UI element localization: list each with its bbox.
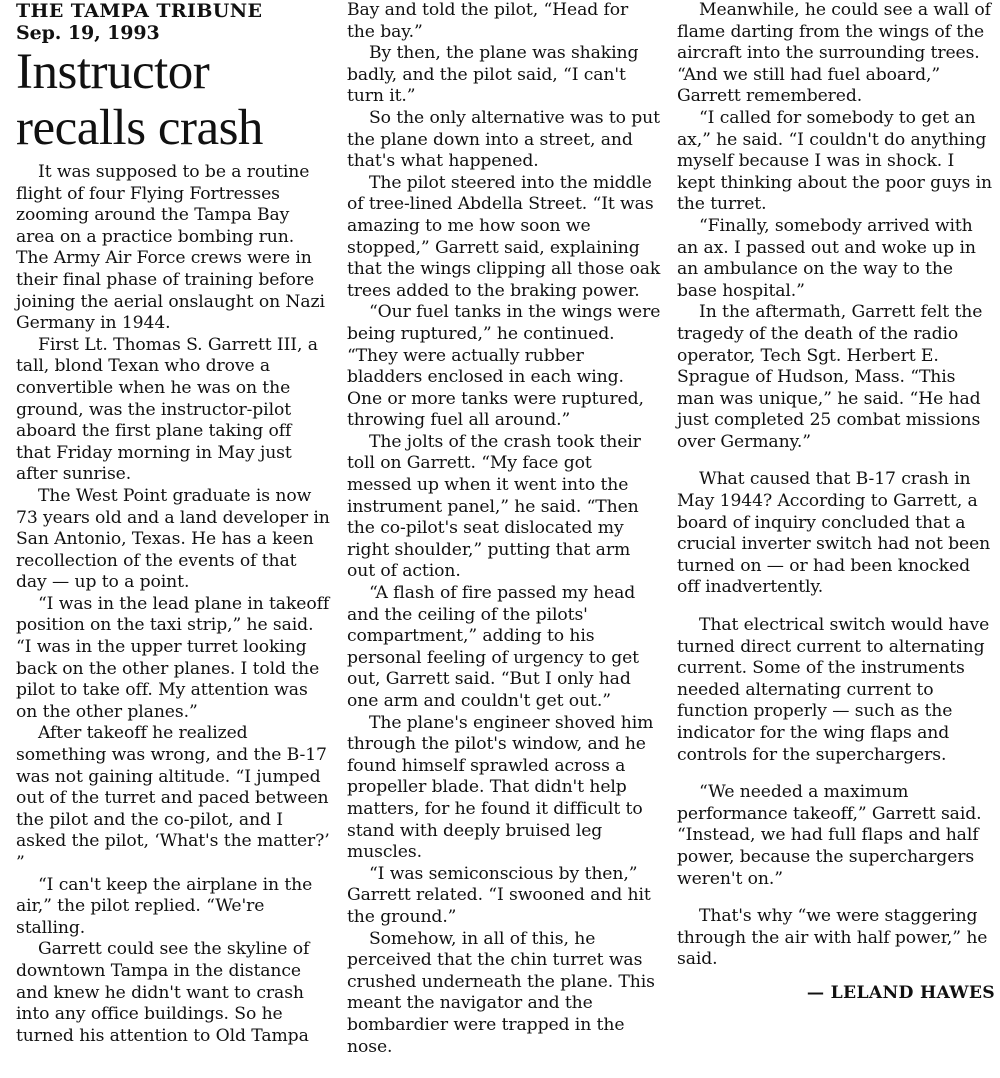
paragraph: That's why “we were staggering through the air with half power,” he said. (677, 906, 988, 970)
paragraph: By then, the plane was shaking badly, and the pilot said, “I can't turn it.” (347, 43, 639, 107)
paragraph: “Our fuel tanks in the wings were being ruptured,” he continued. “They were actually rubber bladders enclosed in each wing. One or more tanks were ruptured, throwing fuel all around.” (347, 302, 661, 431)
paragraph: So the only alternative was to put the plane down into a street, and that's what happened. (347, 107, 660, 172)
paragraph: After takeoff he realized something was wrong, and the B-17 was not gaining altitude. “I jumped out of the turret and paced between the pilot and the co-pilot, and I asked the pilot, ‘What's the matter?’ ” (16, 723, 330, 873)
paragraph: “I called for somebody to get an ax,” he said. “I couldn't do anything myself because I was in shock. I kept thinking about the poor guys in the turret. (677, 107, 993, 215)
paragraph: “I can't keep the airplane in the air,” the pilot replied. “We're stalling. (16, 874, 313, 938)
paragraph-continued: Bay and told the pilot, “Head for the bay.” (347, 0, 629, 42)
paragraph: “A flash of fire passed my head and the ceiling of the pilots' compartment,” adding to his personal feeling of urgency to get out, Garrett said. “But I only had one arm and couldn't get out.” (347, 583, 639, 711)
paragraph: First Lt. Thomas S. Garrett III, a tall, blond Texan who drove a convertible when he was on the ground, was the instructor-pilot aboard the first plane taking off that Friday morning in May just after sunrise. (16, 334, 318, 485)
paragraph: In the aftermath, Garrett felt the tragedy of the death of the radio operator, Tech Sgt. Herbert E. Sprague of Hudson, Mass. “This man was unique,” he said. “He had just completed 25 combat missions over Germany.” (677, 302, 983, 452)
byline: — LELAND HAWES (806, 982, 995, 1003)
paragraph: Meanwhile, he could see a wall of flame darting from the wings of the aircraft into the surrounding trees. “And we still had fuel aboard,” Garrett remembered. (677, 0, 991, 107)
paragraph: It was supposed to be a routine flight of four Flying Fortresses zooming around the Tampa Bay area on a practice bombing run. The Army Air Force crews were in their final phase of training before joining the aerial onslaught on Nazi Germany in 1944. (16, 162, 325, 334)
paragraph: “I was semiconscious by then,” Garrett related. “I swooned and hit the ground.” (347, 863, 651, 927)
paragraph: That electrical switch would have turned direct current to alternating current. Some of the instruments needed alternating current to function properly — such as the indicator for the wing flaps and controls for the superchargers. (677, 615, 990, 765)
paragraph: Garrett could see the skyline of downtown Tampa in the distance and knew he didn't want to crash into any office buildings. So he turned his attention to Old Tampa (16, 939, 310, 1046)
headline (16, 44, 330, 156)
column-1 (16, 0, 330, 1047)
headline-line-1: Instructor (16, 44, 210, 100)
headline-line-2: recalls crash (16, 100, 263, 156)
paragraph: Somehow, in all of this, he perceived that the chin turret was crushed underneath the plane. This meant the navigator and the bombardier were trapped in the nose. (347, 928, 655, 1057)
paragraph: What caused that B-17 crash in May 1944? According to Garrett, a board of inquiry concluded that a crucial inverter switch had not been turned on — or had been knocked off inadvertently. (677, 469, 991, 598)
publication-date: Sep. 19, 1993 (16, 22, 160, 44)
column-2 (347, 0, 661, 1058)
paragraph: The jolts of the crash took their toll on Garrett. “My face got messed up when it went into the instrument panel,” he said. “Then the co-pilot's seat dislocated my right shoulder,” putting that arm out of action. (347, 431, 641, 582)
paragraph: “Finally, somebody arrived with an ax. I passed out and woke up in an ambulance on the way to the base hospital.” (677, 215, 976, 301)
paragraph: The plane's engineer shoved him through the pilot's window, and he found himself sprawled across a propeller blade. That didn't help matters, for he found it difficult to stand with deeply bruised leg muscles. (347, 712, 654, 863)
masthead: THE TAMPA TRIBUNE (16, 0, 263, 22)
paragraph: The West Point graduate is now 73 years old and a land developer in San Antonio, Texas. He has a keen recollection of the events of that day — up to a point. (16, 485, 330, 593)
column-3 (677, 0, 995, 1005)
paragraph: “I was in the lead plane in takeoff position on the taxi strip,” he said. “I was in the upper turret looking back on the other planes. I told the pilot to take off. My attention was on the other planes.” (16, 593, 330, 722)
paragraph: “We needed a maximum performance takeoff,” Garrett said. “Instead, we had full flaps and half power, because the superchargers weren't on.” (677, 782, 982, 889)
paragraph: The pilot steered into the middle of tree-lined Abdella Street. “It was amazing to me how soon we stopped,” Garrett said, explaining that the wings clipping all those oak trees added to the braking power. (347, 172, 661, 301)
